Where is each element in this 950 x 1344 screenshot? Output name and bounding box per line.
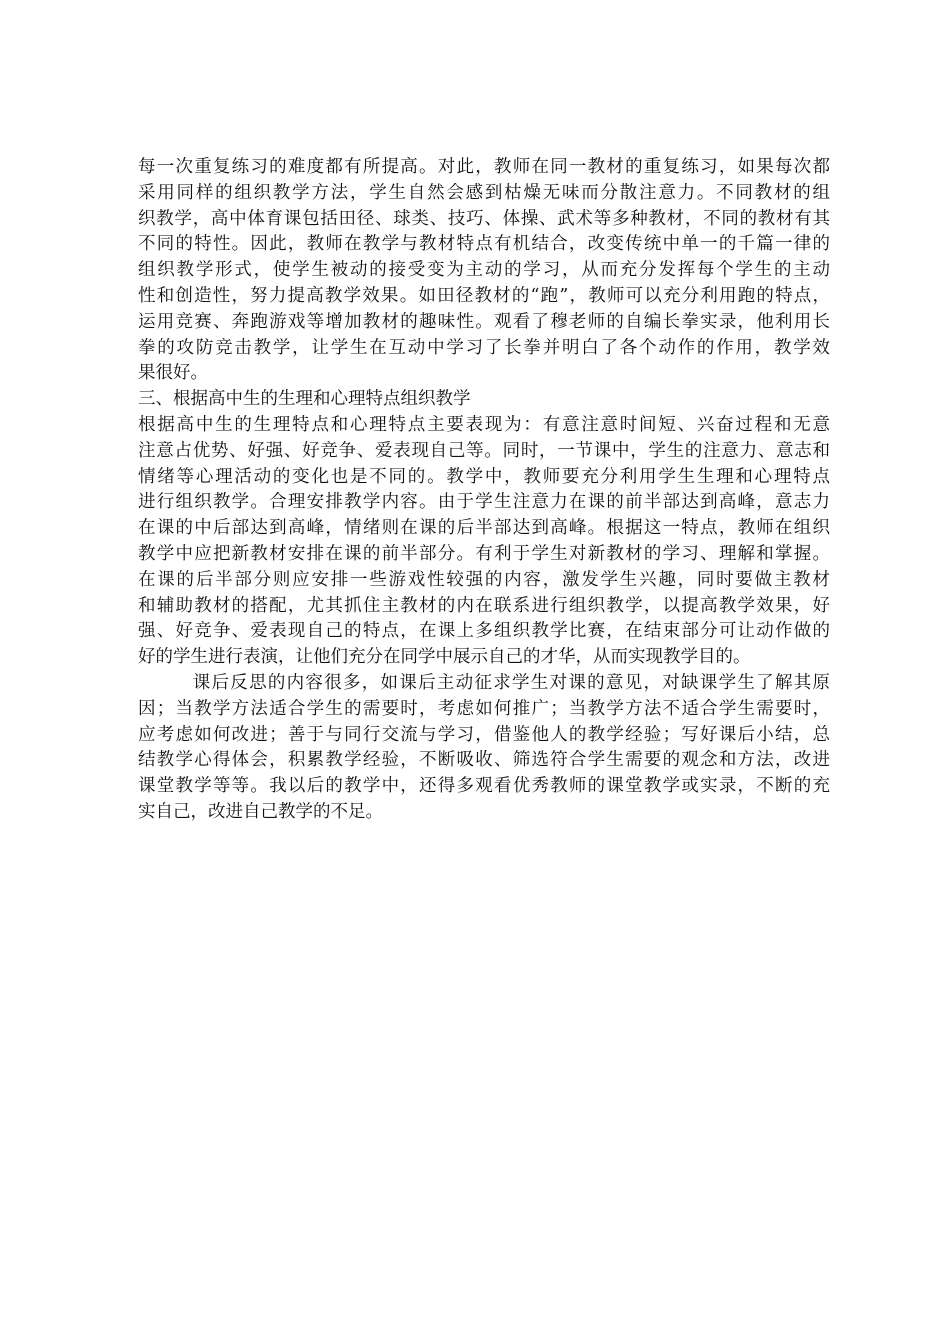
paragraph-line-7: 运用竞赛、奔跑游戏等增加教材的趣味性。观看了穆老师的自编长拳实录，他利用长 [138,311,830,332]
paragraph-line-20: 好的学生进行表演，让他们充分在同学中展示自己的才华，从而实现教学目的。 [138,647,751,668]
paragraph-line-12: 注意占优势、好强、好竞争、爱表现自己等。同时，一节课中，学生的注意力、意志和 [138,440,830,461]
paragraph-line-16: 教学中应把新教材安排在课的前半部分。有利于学生对新教材的学习、理解和掌握。 [138,543,830,564]
paragraph-line-6: 性和创造性，努力提高教学效果。如田径教材的“跑”，教师可以充分利用跑的特点， [138,285,830,306]
paragraph-line-11: 根据高中生的生理特点和心理特点主要表现为：有意注意时间短、兴奋过程和无意 [138,414,830,435]
paragraph-line-5: 组织教学形式，使学生被动的接受变为主动的学习，从而充分发挥每个学生的主动 [138,260,830,281]
paragraph-line-2: 采用同样的组织教学方法，学生自然会感到枯燥无味而分散注意力。不同教材的组 [138,182,830,203]
paragraph-line-4: 不同的特性。因此，教师在教学与教材特点有机结合，改变传统中单一的千篇一律的 [138,234,830,255]
paragraph-line-14: 进行组织教学。合理安排教学内容。由于学生注意力在课的前半部达到高峰，意志力 [138,492,830,513]
paragraph-line-9: 果很好。 [138,363,208,384]
paragraph-line-23: 应考虑如何改进；善于与同行交流与学习，借鉴他人的教学经验；写好课后小结，总 [138,724,830,745]
paragraph-line-18: 和辅助教材的搭配，尤其抓住主教材的内在联系进行组织教学，以提高教学效果，好 [138,595,830,616]
paragraph-line-24: 结教学心得体会，积累教学经验，不断吸收、筛选符合学生需要的观念和方法，改进 [138,750,830,771]
paragraph-line-19: 强、好竞争、爱表现自己的特点，在课上多组织教学比赛，在结束部分可让动作做的 [138,621,830,642]
paragraph-line-25: 课堂教学等等。我以后的教学中，还得多观看优秀教师的课堂教学或实录，不断的充 [138,776,830,797]
paragraph-line-13: 情绪等心理活动的变化也是不同的。教学中，教师要充分利用学生生理和心理特点 [138,466,830,487]
paragraph-line-22: 因；当教学方法适合学生的需要时，考虑如何推广；当教学方法不适合学生需要时， [138,698,830,719]
paragraph-line-17: 在课的后半部分则应安排一些游戏性较强的内容，激发学生兴趣，同时要做主教材 [138,569,830,590]
paragraph-line-8: 拳的攻防竞击教学，让学生在互动中学习了长拳并明白了各个动作的作用，教学效 [138,337,830,358]
section-heading: 三、根据高中生的生理和心理特点组织教学 [138,389,471,410]
paragraph-line-3: 织教学，高中体育课包括田径、球类、技巧、体操、武术等多种教材，不同的教材有其 [138,208,830,229]
document-body [138,155,830,826]
paragraph-line-1: 每一次重复练习的难度都有所提高。对此，教师在同一教材的重复练习，如果每次都 [138,157,830,177]
paragraph-line-26: 实自己，改进自己教学的不足。 [138,801,383,822]
paragraph-line-15: 在课的中后部达到高峰，情绪则在课的后半部达到高峰。根据这一特点，教师在组织 [138,518,830,539]
paragraph-line-21: 课后反思的内容很多，如课后主动征求学生对课的意见，对缺课学生了解其原 [138,672,830,693]
